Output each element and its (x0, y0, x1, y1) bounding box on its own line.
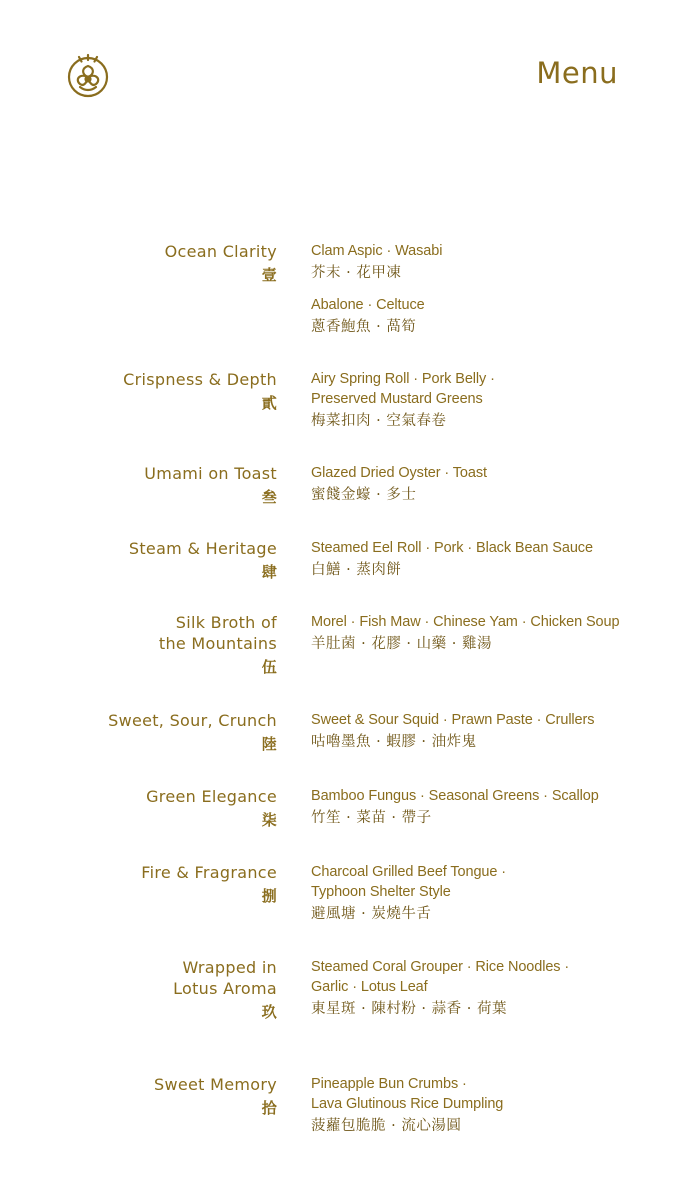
dish-english-line: Typhoon Shelter Style (311, 884, 451, 900)
course-name (77, 957, 277, 1023)
course-name-line: Umami on Toast (144, 464, 277, 483)
course-name-line: Wrapped in (182, 958, 277, 977)
dish-english-line: Bamboo Fungus · Seasonal Greens · Scallop (311, 788, 599, 804)
dish-english-line: Steamed Eel Roll · Pork · Black Bean Sauce (311, 540, 593, 556)
course-name-line: the Mountains (158, 634, 277, 653)
dish-english (311, 1074, 641, 1114)
dish (311, 612, 641, 656)
dish-chinese: 東星斑 · 陳村粉 · 蒜香 · 荷葉 (311, 1001, 507, 1017)
course-name-line: Fire & Fragrance (141, 863, 277, 882)
dish-english (311, 786, 641, 806)
dish-chinese: 蔥香鮑魚 · 萵筍 (311, 319, 417, 335)
course-name (77, 710, 277, 755)
dish-chinese: 竹笙 · 菜苗 · 帶子 (311, 810, 432, 826)
course-number: 伍 (261, 658, 277, 676)
course-number: 陸 (261, 735, 277, 753)
course-name-line: Ocean Clarity (164, 242, 277, 261)
dish (311, 862, 641, 926)
dish-english-line: Airy Spring Roll · Pork Belly · (311, 371, 495, 387)
dish (311, 538, 641, 582)
dish-english (311, 710, 641, 730)
dish-english (311, 241, 641, 261)
dish-english-line: Clam Aspic · Wasabi (311, 243, 443, 259)
course-number: 肆 (261, 563, 277, 581)
course-name (77, 862, 277, 907)
dish-english (311, 463, 641, 483)
dish (311, 369, 641, 433)
course-name (77, 1074, 277, 1119)
course-name (77, 241, 277, 286)
course-number: 柒 (261, 811, 277, 829)
dish-chinese: 芥末 · 花甲凍 (311, 265, 402, 281)
dish-chinese: 蜜餞金蠔 · 多士 (311, 487, 417, 503)
dish-english-line: Steamed Coral Grouper · Rice Noodles · (311, 959, 570, 975)
dish-english (311, 369, 641, 409)
dish-english (311, 295, 641, 315)
course-number: 壹 (261, 266, 277, 284)
course-number: 玖 (261, 1003, 277, 1021)
dish-english (311, 862, 641, 902)
dish-chinese: 咕嚕墨魚 · 蝦膠 · 油炸鬼 (311, 734, 477, 750)
course-name (77, 369, 277, 414)
course-name (77, 786, 277, 831)
course-number: 拾 (261, 1099, 277, 1117)
lotus-emblem-icon (66, 52, 110, 100)
dish-english-line: Lava Glutinous Rice Dumpling (311, 1096, 504, 1112)
dish (311, 241, 641, 285)
dish (311, 786, 641, 830)
course-name-line: Silk Broth of (175, 613, 277, 632)
dish-english-line: Charcoal Grilled Beef Tongue · (311, 864, 507, 880)
dish-english-line: Preserved Mustard Greens (311, 391, 483, 407)
course-name-line: Sweet, Sour, Crunch (108, 711, 277, 730)
course-name-line: Sweet Memory (154, 1075, 277, 1094)
dish-english-line: Abalone · Celtuce (311, 297, 425, 313)
course-name-line: Green Elegance (146, 787, 277, 806)
dish (311, 463, 641, 507)
dish (311, 710, 641, 754)
course-name-line: Steam & Heritage (128, 539, 277, 558)
course-name (77, 612, 277, 678)
dish-english (311, 612, 641, 632)
dish-english-line: Sweet & Sour Squid · Prawn Paste · Crullers (311, 712, 595, 728)
course-name-line: Lotus Aroma (173, 979, 277, 998)
dish-english-line: Glazed Dried Oyster · Toast (311, 465, 487, 481)
dish-chinese: 梅菜扣肉 · 空氣春卷 (311, 413, 447, 429)
dish-english (311, 538, 641, 558)
dish (311, 1074, 641, 1138)
course-name-line: Crispness & Depth (123, 370, 277, 389)
course-number: 貳 (261, 394, 277, 412)
dish-chinese: 避風塘 · 炭燒牛舌 (311, 906, 432, 922)
dish-english-line: Pineapple Bun Crumbs · (311, 1076, 467, 1092)
course-number: 叁 (261, 488, 277, 506)
course-number: 捌 (261, 887, 277, 905)
dish-chinese: 白鱔 · 蒸肉餅 (311, 562, 402, 578)
dish (311, 295, 641, 339)
page-title: Menu (536, 56, 618, 90)
course-name (77, 538, 277, 583)
dish-english-line: Morel · Fish Maw · Chinese Yam · Chicken Soup (311, 614, 620, 630)
dish-chinese: 菠蘿包脆脆 · 流心湯圓 (311, 1118, 462, 1134)
course-name (77, 463, 277, 508)
dish-chinese: 羊肚菌 · 花膠 · 山藥 · 雞湯 (311, 636, 492, 652)
dish-english (311, 957, 641, 997)
dish (311, 957, 641, 1021)
dish-english-line: Garlic · Lotus Leaf (311, 979, 428, 995)
